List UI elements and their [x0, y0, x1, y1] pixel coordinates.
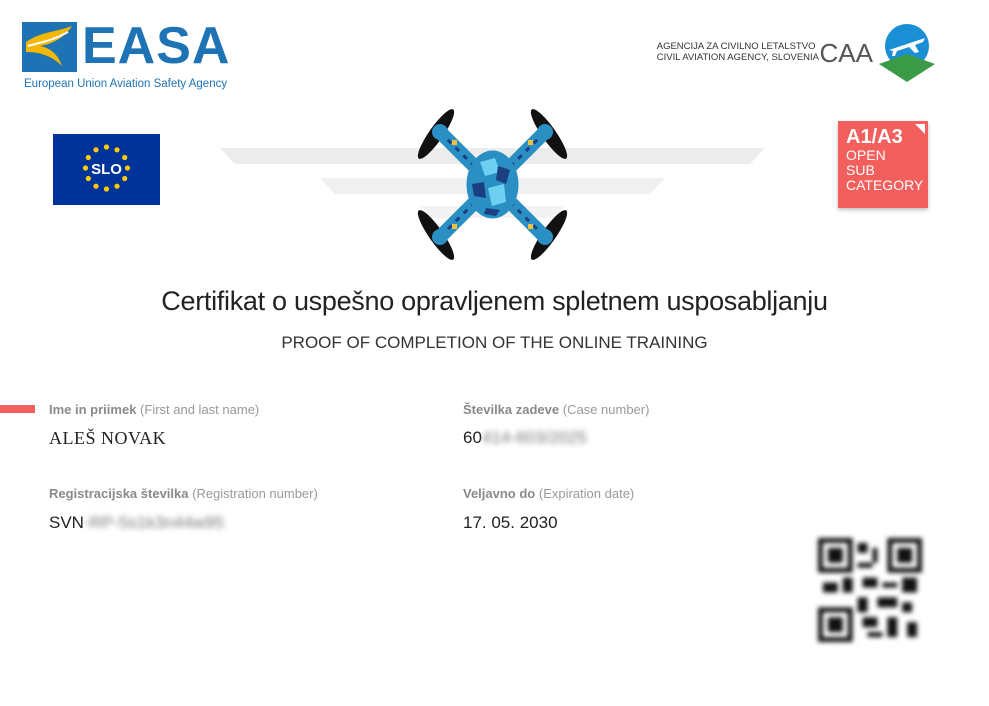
easa-bird-icon	[22, 22, 77, 72]
badge-line-sub: SUB	[846, 162, 875, 178]
qr-code-icon	[818, 538, 922, 642]
drone-icon	[400, 92, 585, 277]
caa-logo	[639, 20, 939, 90]
expiration-label-sl: Veljavno do	[463, 486, 536, 501]
name-label-sl: Ime in priimek	[49, 402, 137, 417]
caa-agency-text	[657, 41, 819, 63]
expiration-label-en: (Expiration date)	[538, 486, 635, 501]
case-label	[463, 402, 649, 417]
airplane-icon	[875, 20, 939, 84]
easa-subtitle: European Union Aviation Safety Agency	[24, 78, 228, 90]
easa-wordmark: EASA	[82, 17, 231, 75]
case-value-visible: 60	[463, 428, 482, 447]
name-label-en: (First and last name)	[140, 402, 260, 417]
caa-line-sl: AGENCIJA ZA CIVILNO LETALSTVO	[656, 41, 816, 52]
case-label-en: (Case number)	[562, 402, 650, 417]
registration-value-redacted: -RP-5s1k3n44w95	[83, 513, 224, 532]
easa-logo	[22, 17, 231, 92]
registration-label-sl: Registracijska številka	[49, 486, 189, 501]
registration-value	[49, 513, 224, 533]
badge-title: A1/A3	[846, 126, 903, 148]
badge-line-open: OPEN	[846, 147, 886, 163]
category-badge	[838, 121, 928, 208]
eu-stars-icon	[53, 134, 160, 205]
caa-line-en: CIVIL AVIATION AGENCY, SLOVENIA	[656, 52, 819, 63]
name-label	[49, 402, 259, 417]
badge-corner-icon	[915, 124, 925, 134]
certificate-title: Certifikat o uspešno opravljenem spletnem usposabljanju	[161, 286, 828, 316]
case-value-redacted: 414-603/2025	[481, 428, 587, 447]
registration-value-visible: SVN	[49, 513, 84, 532]
caa-abbreviation: CAA	[819, 38, 873, 68]
section-marker	[0, 405, 35, 413]
registration-label	[49, 486, 318, 501]
flag-label: SLO	[91, 161, 122, 178]
case-value	[463, 428, 587, 448]
registration-label-en: (Registration number)	[192, 486, 318, 501]
expiration-label	[463, 486, 634, 501]
badge-line-category: CATEGORY	[846, 177, 924, 193]
expiration-value: 17. 05. 2030	[463, 513, 558, 532]
name-value: ALEŠ NOVAK	[49, 428, 167, 448]
eu-slo-flag	[53, 134, 160, 205]
certificate-subtitle: PROOF OF COMPLETION OF THE ONLINE TRAINING	[281, 333, 708, 352]
case-label-sl: Številka zadeve	[463, 402, 560, 417]
